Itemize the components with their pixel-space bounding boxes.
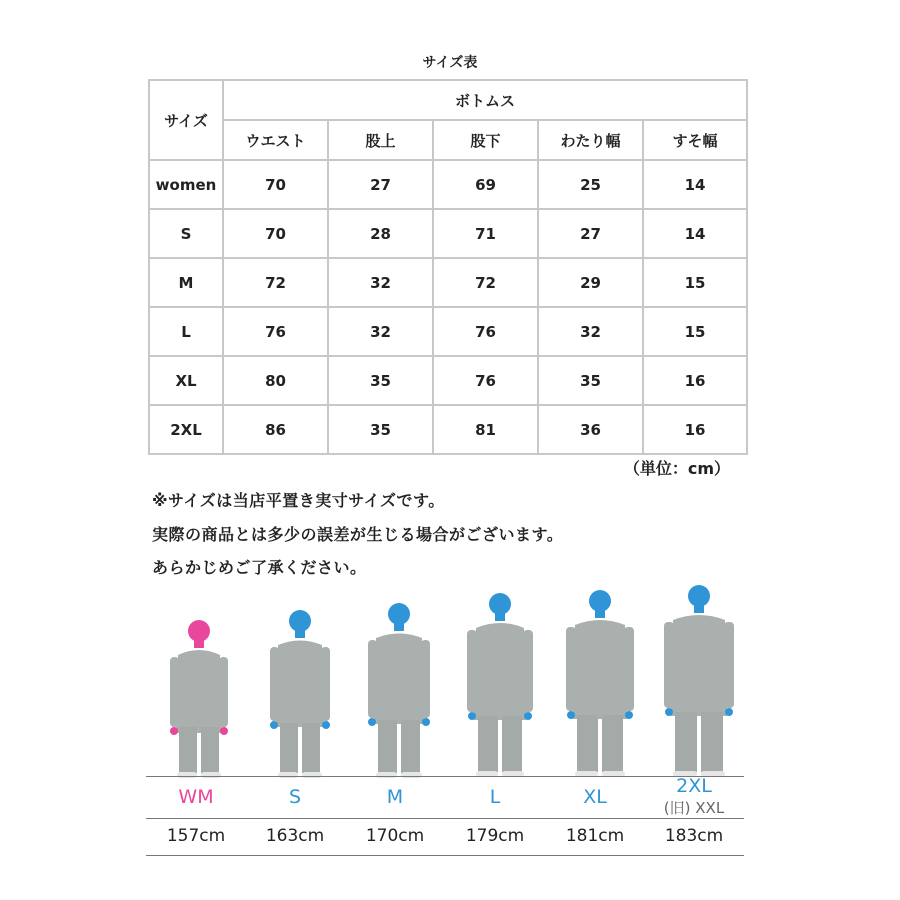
size-cell: women [149,160,223,209]
model-figure-s [265,605,335,780]
table-row [149,209,747,258]
model-height: 181cm [565,826,625,846]
model-height: 163cm [265,826,325,846]
value-cell: 80 [223,356,328,405]
value-cell: 14 [643,209,747,258]
value-cell: 76 [433,307,538,356]
value-cell: 35 [538,356,643,405]
model-figure-l [463,588,537,780]
value-cell: 29 [538,258,643,307]
value-cell: 36 [538,405,643,454]
value-cell: 72 [433,258,538,307]
column-header: 股下 [433,120,538,160]
model-height: 183cm [664,826,724,846]
size-cell: S [149,209,223,258]
value-cell: 28 [328,209,433,258]
value-cell: 86 [223,405,328,454]
value-cell: 76 [223,307,328,356]
model-size-label: M [386,786,404,808]
size-header: サイズ [149,80,223,160]
table-row [149,405,747,454]
value-cell: 35 [328,356,433,405]
model-figure-xl [563,585,637,780]
model-figure-m [363,598,435,780]
value-cell: 70 [223,160,328,209]
value-cell: 72 [223,258,328,307]
model-figure-2xl [661,580,737,780]
note-line: ※サイズは当店平置き実寸サイズです。 [152,491,445,510]
value-cell: 14 [643,160,747,209]
divider [146,855,744,856]
model-size-label: S [288,786,302,808]
model-figures [145,570,745,780]
value-cell: 76 [433,356,538,405]
page-title: サイズ表 [422,55,478,71]
value-cell: 32 [328,307,433,356]
table-row [149,356,747,405]
value-cell: 69 [433,160,538,209]
note-line: あらかじめご了承ください。 [152,558,367,577]
value-cell: 32 [328,258,433,307]
column-header: すそ幅 [643,120,747,160]
value-cell: 25 [538,160,643,209]
value-cell: 70 [223,209,328,258]
table-row [149,258,747,307]
value-cell: 35 [328,405,433,454]
value-cell: 15 [643,258,747,307]
value-cell: 15 [643,307,747,356]
column-header: わたり幅 [538,120,643,160]
table-row [149,307,747,356]
bottoms-header: ボトムス [223,80,747,120]
size-cell: L [149,307,223,356]
unit-note: （単位：cm） [623,459,730,478]
value-cell: 81 [433,405,538,454]
size-cell: M [149,258,223,307]
table-row [149,160,747,209]
model-size-label: XL [583,786,607,808]
value-cell: 27 [328,160,433,209]
column-header: ウエスト [223,120,328,160]
size-table [148,79,748,455]
size-cell: XL [149,356,223,405]
value-cell: 16 [643,356,747,405]
size-cell: 2XL [149,405,223,454]
model-height: 157cm [166,826,226,846]
model-height: 179cm [465,826,525,846]
value-cell: 16 [643,405,747,454]
model-height: 170cm [365,826,425,846]
model-size-label: 2XL [676,775,712,797]
column-header: 股上 [328,120,433,160]
value-cell: 32 [538,307,643,356]
model-size-label: L [489,786,501,808]
divider [146,818,744,819]
model-size-label: WM [178,786,214,808]
note-line: 実際の商品とは多少の誤差が生じる場合がございます。 [152,525,564,544]
value-cell: 27 [538,209,643,258]
value-cell: 71 [433,209,538,258]
model-figure-wm [164,615,234,780]
old-size-label: (旧) XXL [663,799,725,817]
